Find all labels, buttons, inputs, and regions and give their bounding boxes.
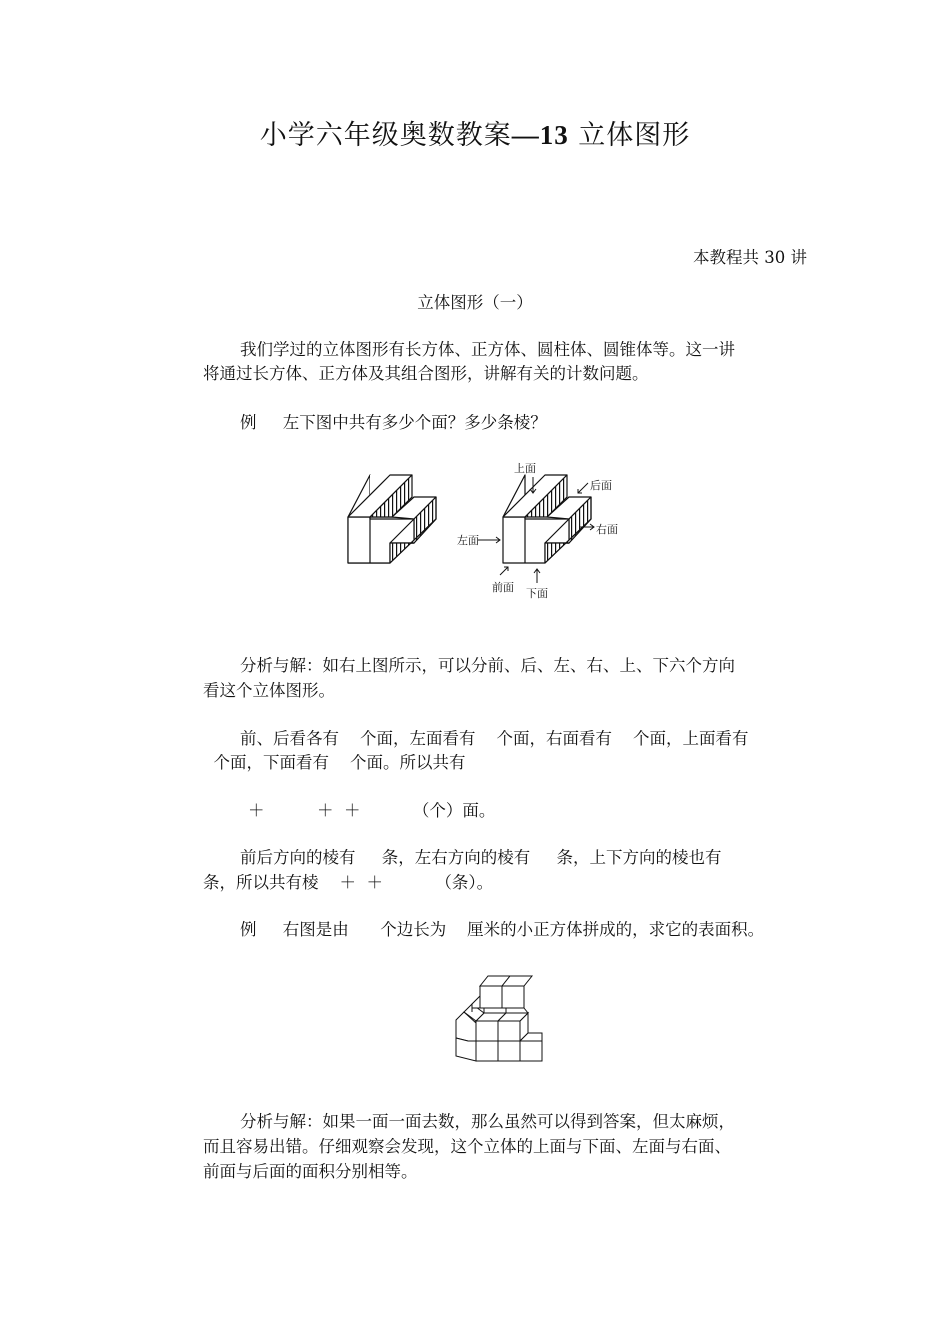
label-bottom-face: 下面 — [526, 587, 548, 600]
faces-sum-line: ＋ ＋ ＋ （个）面。 — [248, 801, 496, 820]
label-front-face: 前面 — [492, 581, 514, 594]
l-shape-solid-labelled — [503, 475, 591, 563]
intro-line-2: 将通过长方体、正方体及其组合图形，讲解有关的计数问题。 — [203, 364, 649, 383]
analysis-1-line-2: 看这个立体图形。 — [203, 681, 335, 700]
intro-line-1: 我们学过的立体图形有长方体、正方体、圆柱体、圆锥体等。这一讲 — [240, 340, 735, 359]
course-count: 本教程共 30 讲 — [693, 248, 807, 267]
figure-1 — [340, 455, 630, 605]
faces-line-1: 前、后看各有 个面，左面看有 个面，右面看有 个面，上面看有 — [240, 729, 749, 748]
example-2-question: 例 右图是由 个边长为 厘米的小正方体拼成的，求它的表面积。 — [240, 920, 765, 939]
label-right-face: 右面 — [596, 523, 618, 536]
title-prefix: 小学六年级奥数教案 — [259, 120, 512, 151]
edges-line-1: 前后方向的棱有 条，左右方向的棱有 条，上下方向的棱也有 — [240, 848, 722, 867]
edges-line-2: 条，所以共有棱 ＋ ＋ （条）。 — [203, 873, 494, 892]
analysis-2-line-1: 分析与解：如果一面一面去数，那么虽然可以得到答案，但太麻烦， — [240, 1112, 735, 1131]
section-title: 立体图形（一） — [417, 293, 533, 312]
analysis-1-line-1: 分析与解：如右上图所示，可以分前、后、左、右、上、下六个方向 — [240, 656, 735, 675]
title-suffix: 立体图形 — [568, 120, 691, 151]
label-top-face: 上面 — [514, 462, 536, 475]
l-shape-solid-plain — [348, 475, 436, 563]
analysis-2-line-3: 前面与后面的面积分别相等。 — [203, 1162, 418, 1181]
analysis-2-line-2: 而且容易出错。仔细观察会发现，这个立体的上面与下面、左面与右面、 — [203, 1137, 731, 1156]
document-title — [0, 113, 950, 152]
label-left-face: 左面 — [457, 534, 479, 547]
faces-line-2: 个面，下面看有 个面。所以共有 — [203, 753, 466, 772]
label-back-face: 后面 — [590, 479, 612, 492]
example-1-question: 例 左下图中共有多少个面？多少条棱？ — [240, 413, 547, 432]
title-number: —13 — [511, 120, 569, 150]
figure-2-cube-stack — [448, 968, 548, 1066]
